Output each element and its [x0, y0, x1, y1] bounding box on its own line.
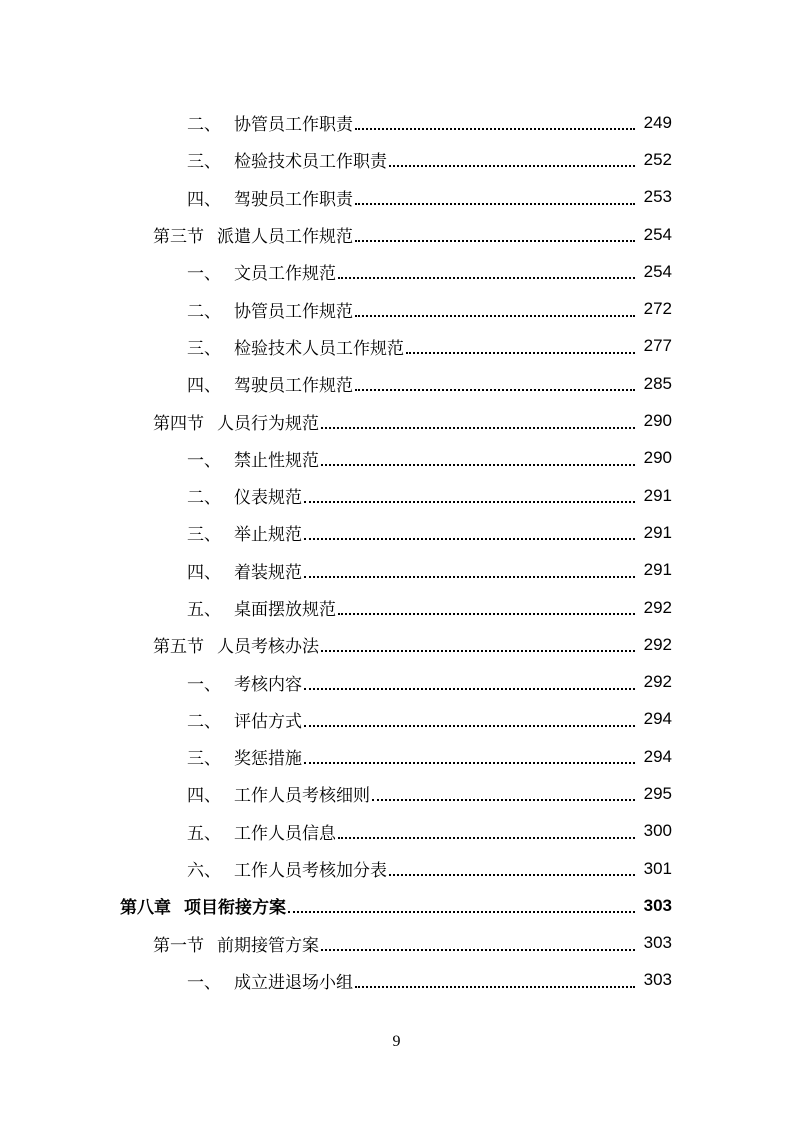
toc-entry-number: 一、 — [187, 450, 221, 471]
toc-leader-dots — [304, 708, 635, 727]
toc-entry-page: 292 — [643, 597, 672, 617]
toc-entry-page: 303 — [643, 895, 672, 915]
toc-entry-label — [187, 595, 338, 620]
toc-entry-title: 考核内容 — [234, 674, 302, 695]
toc-entry-title: 驾驶员工作职责 — [234, 189, 353, 210]
toc-entry-label — [187, 781, 372, 806]
toc-entry-label — [187, 670, 304, 695]
toc-entry-label — [187, 558, 304, 583]
toc-entry[interactable] — [0, 626, 793, 663]
toc-entry-title: 检验技术人员工作规范 — [234, 338, 404, 359]
toc-entry-label — [153, 409, 321, 434]
toc-leader-dots — [355, 372, 635, 391]
toc-entry-page: 291 — [643, 485, 672, 505]
toc-entry-page: 295 — [643, 783, 672, 803]
toc-entry-number: 四、 — [187, 786, 221, 807]
toc-entry-title: 派遣人员工作规范 — [217, 227, 353, 248]
toc-entry-number: 第三节 — [153, 227, 204, 248]
toc-entry-title: 协管员工作职责 — [234, 115, 353, 136]
toc-entry[interactable] — [0, 179, 793, 216]
toc-entry-title: 文员工作规范 — [234, 264, 336, 285]
toc-entry-label — [120, 893, 288, 918]
toc-entry-page: 301 — [643, 858, 672, 878]
toc-entry-number: 三、 — [187, 338, 221, 359]
toc-entry-title: 检验技术员工作职责 — [234, 152, 387, 173]
toc-entry[interactable] — [0, 402, 793, 439]
toc-entry-title: 项目衔接方案 — [184, 898, 286, 919]
toc-entry-label — [187, 334, 406, 359]
toc-entry-number: 第八章 — [120, 898, 171, 919]
toc-entry-label — [187, 483, 304, 508]
toc-leader-dots — [406, 335, 635, 354]
toc-entry[interactable] — [0, 253, 793, 290]
toc-entry-number: 一、 — [187, 264, 221, 285]
toc-entry-number: 二、 — [187, 488, 221, 509]
toc-leader-dots — [355, 186, 635, 205]
toc-entry-number: 四、 — [187, 189, 221, 210]
toc-leader-dots — [321, 410, 635, 429]
toc-entry-label — [153, 222, 355, 247]
toc-entry-page: 303 — [643, 933, 672, 953]
toc-entry-number: 三、 — [187, 525, 221, 546]
toc-entry-label — [187, 371, 355, 396]
toc-entry-title: 协管员工作规范 — [234, 301, 353, 322]
page-number: 9 — [392, 1033, 401, 1050]
toc-entry-page: 252 — [643, 149, 672, 169]
toc-leader-dots — [321, 447, 635, 466]
toc-entry[interactable] — [0, 104, 793, 141]
toc-leader-dots — [355, 223, 635, 242]
toc-entry-number: 四、 — [187, 376, 221, 397]
toc-entry-label — [153, 632, 321, 657]
toc-entry-page: 253 — [643, 187, 672, 207]
toc-entry-number: 四、 — [187, 562, 221, 583]
toc-entry-title: 驾驶员工作规范 — [234, 376, 353, 397]
toc-entry[interactable] — [0, 589, 793, 626]
toc-entry-number: 二、 — [187, 711, 221, 732]
toc-entry-number: 一、 — [187, 674, 221, 695]
toc-entry[interactable] — [0, 514, 793, 551]
toc-entry-number: 三、 — [187, 152, 221, 173]
toc-entry-title: 禁止性规范 — [234, 450, 319, 471]
toc-entry-title: 成立进退场小组 — [234, 972, 353, 993]
toc-entry-page: 277 — [643, 336, 672, 356]
toc-entry-page: 292 — [643, 672, 672, 692]
toc-entry-title: 工作人员考核加分表 — [234, 861, 387, 882]
toc-entry-label — [187, 819, 338, 844]
toc-entry-page: 303 — [643, 970, 672, 990]
toc-entry-label — [153, 931, 321, 956]
toc-leader-dots — [355, 111, 635, 130]
toc-entry[interactable] — [0, 141, 793, 178]
toc-entry-page: 254 — [643, 224, 672, 244]
toc-entry-title: 工作人员考核细则 — [234, 786, 370, 807]
toc-entry-label — [187, 259, 338, 284]
toc-entry[interactable] — [0, 925, 793, 962]
toc-entry[interactable] — [0, 216, 793, 253]
toc-entry-label — [187, 297, 355, 322]
toc-entry-page: 290 — [643, 448, 672, 468]
toc-entry-number: 六、 — [187, 861, 221, 882]
toc-entry-title: 举止规范 — [234, 525, 302, 546]
toc-entry-page: 291 — [643, 522, 672, 542]
toc-leader-dots — [372, 782, 635, 801]
toc-entry[interactable] — [0, 775, 793, 812]
toc-entry[interactable] — [0, 663, 793, 700]
toc-entry[interactable] — [0, 328, 793, 365]
toc-entry[interactable] — [0, 962, 793, 999]
toc-entry-number: 第四节 — [153, 413, 204, 434]
toc-entry[interactable] — [0, 290, 793, 327]
toc-entry-label — [187, 446, 321, 471]
toc-entry-title: 工作人员信息 — [234, 823, 336, 844]
toc-entry-page: 294 — [643, 709, 672, 729]
toc-leader-dots — [338, 596, 635, 615]
toc-entry-page: 294 — [643, 746, 672, 766]
toc-entry-title: 人员行为规范 — [217, 413, 319, 434]
toc-entry-title: 仪表规范 — [234, 488, 302, 509]
toc-entry-page: 300 — [643, 821, 672, 841]
toc-entry-page: 290 — [643, 411, 672, 431]
toc-entry-label — [187, 707, 304, 732]
toc-entry-title: 着装规范 — [234, 562, 302, 583]
toc-entry-title: 桌面摆放规范 — [234, 600, 336, 620]
toc-leader-dots — [355, 969, 635, 988]
toc-leader-dots — [304, 671, 635, 690]
toc-entry[interactable] — [0, 738, 793, 775]
toc-entry-number: 二、 — [187, 301, 221, 322]
toc-entry[interactable] — [0, 701, 793, 738]
toc-leader-dots — [304, 559, 635, 578]
table-of-contents — [0, 104, 793, 999]
toc-leader-dots — [389, 857, 635, 876]
toc-leader-dots — [321, 633, 635, 652]
toc-entry-page: 291 — [643, 560, 672, 580]
toc-entry-number: 一、 — [187, 972, 221, 993]
toc-entry-label — [187, 147, 389, 172]
toc-entry-label — [187, 185, 355, 210]
toc-entry-label — [187, 968, 355, 993]
toc-entry[interactable] — [0, 813, 793, 850]
toc-entry-number: 第五节 — [153, 637, 204, 658]
toc-leader-dots — [321, 932, 635, 951]
toc-entry[interactable] — [0, 365, 793, 402]
toc-leader-dots — [304, 484, 635, 503]
toc-leader-dots — [304, 521, 635, 540]
toc-leader-dots — [338, 260, 635, 279]
toc-entry[interactable] — [0, 440, 793, 477]
toc-entry-page: 254 — [643, 261, 672, 281]
toc-leader-dots — [355, 298, 635, 317]
toc-entry-title: 评估方式 — [234, 711, 302, 732]
toc-entry[interactable] — [0, 850, 793, 887]
toc-entry-page: 249 — [643, 112, 672, 132]
toc-entry-label — [187, 520, 304, 545]
toc-entry-number: 三、 — [187, 749, 221, 770]
toc-entry-label — [187, 856, 389, 881]
toc-entry[interactable] — [0, 887, 793, 924]
toc-entry-page: 285 — [643, 373, 672, 393]
toc-entry-title: 前期接管方案 — [217, 935, 319, 956]
toc-leader-dots — [338, 820, 635, 839]
toc-entry-number: 五、 — [187, 600, 221, 620]
toc-entry-title: 奖惩措施 — [234, 749, 302, 770]
toc-entry-number: 二、 — [187, 115, 221, 136]
toc-entry-label — [187, 110, 355, 135]
toc-leader-dots — [304, 745, 635, 764]
toc-entry-page: 272 — [643, 299, 672, 319]
toc-entry-number: 五、 — [187, 823, 221, 844]
toc-entry-label — [187, 744, 304, 769]
toc-entry-title: 人员考核办法 — [217, 637, 319, 658]
toc-entry[interactable] — [0, 477, 793, 514]
toc-entry[interactable] — [0, 552, 793, 589]
toc-leader-dots — [288, 894, 635, 913]
toc-leader-dots — [389, 148, 635, 167]
toc-entry-number: 第一节 — [153, 935, 204, 956]
toc-entry-page: 292 — [643, 634, 672, 654]
